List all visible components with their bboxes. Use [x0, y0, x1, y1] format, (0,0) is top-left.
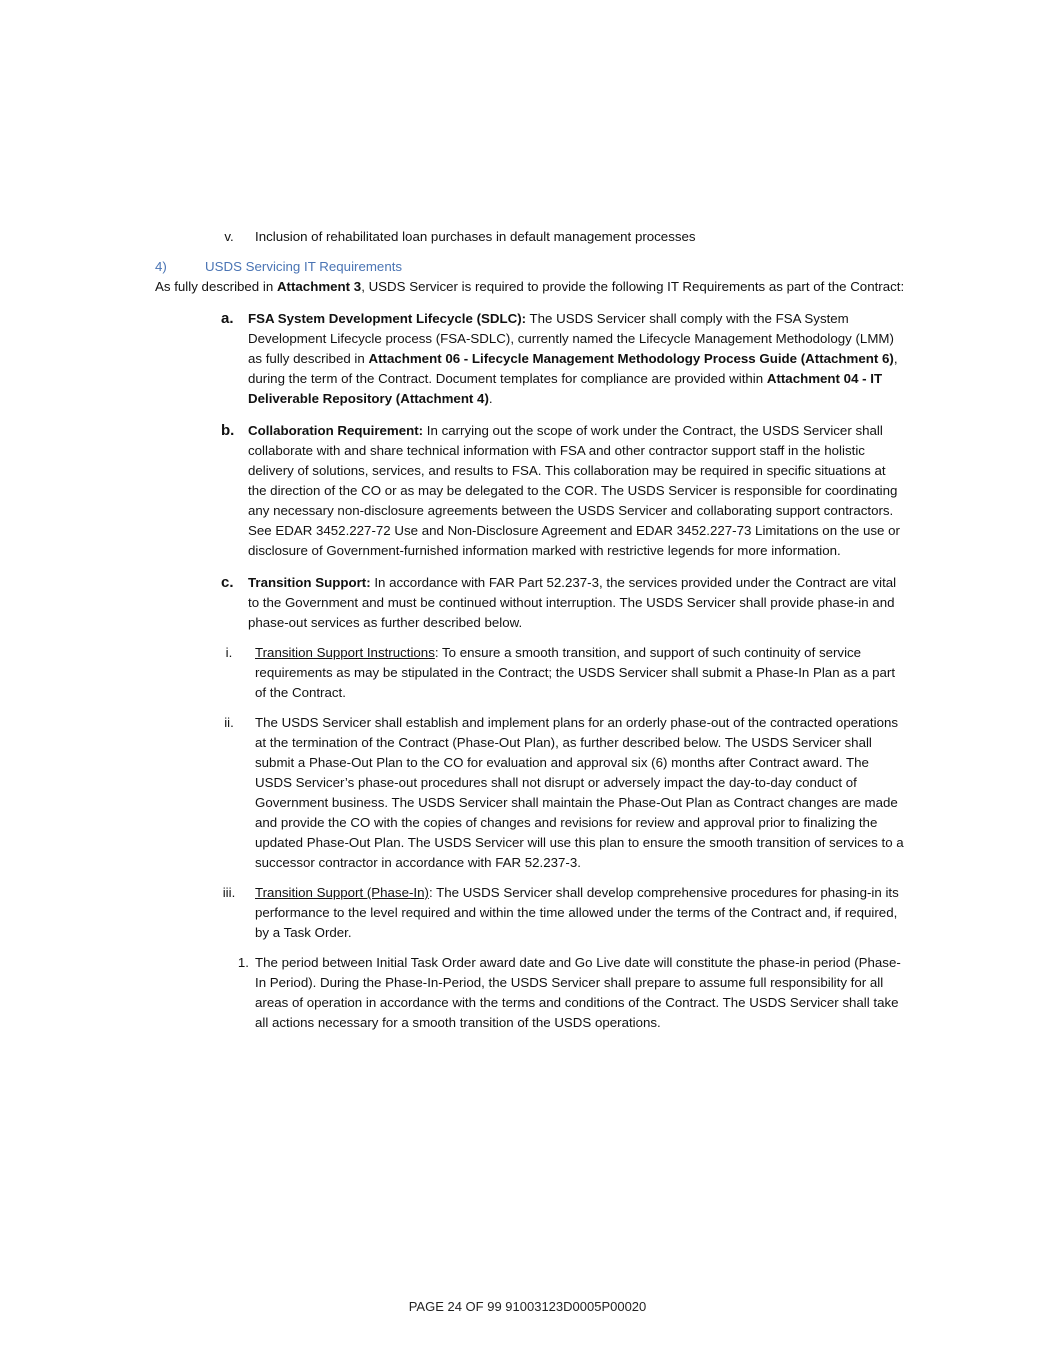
sub-item-iii	[155, 883, 905, 943]
attachment-ref: Attachment 3	[276, 279, 362, 294]
requirement-a	[155, 309, 905, 409]
requirement-text: FSA System Development Lifecycle (SDLC): The USDS Servicer shall comply with the FSA System Development Lifecycle process (FSA-SDLC), currently named the Lifecycle Management Methodology (LMM) as fully described in Attachment 06 - Lifecycle Management Methodology Process Guide (Attachment 6), during the term of the Contract. Document templates for compliance are provided within Attachment 04 - IT Deliverable Repository (Attachment 4).	[248, 311, 898, 406]
sub-item-text: Transition Support (Phase-In): The USDS Servicer shall develop comprehensive procedures for phasing-in its performance to the level required and within the time allowed under the terms of the Contract and, if required, by a Task Order.	[255, 885, 899, 940]
document-body	[155, 227, 905, 1033]
list-marker: iii.	[222, 885, 236, 900]
list-marker: a.	[221, 310, 234, 327]
sub-item-text: Transition Support Instructions: To ensure a smooth transition, and support of such continuity of service requirements as may be stipulated in the Contract; the USDS Servicer shall submit a Phase-In Plan as a part of the Contract.	[255, 645, 896, 700]
section-heading	[155, 257, 905, 277]
numbered-item-text: The period between Initial Task Order award date and Go Live date will constitute the phase-in period (Phase-In Period). During the Phase-In-Period, the USDS Servicer shall prepare to assume full responsibility for all areas of operation in accordance with the terms and conditions of the Contract. The USDS Servicer shall take all actions necessary for a smooth transition of the USDS operations.	[255, 955, 901, 1030]
sub-item-ii	[155, 713, 905, 873]
requirement-text: Collaboration Requirement: In carrying out the scope of work under the Contract, the USDS Servicer shall collaborate with and share technical information with FSA and other contractor support staff in the holistic delivery of solutions, services, and results to FSA. This collaboration may be required in specific situations at the direction of the CO or as may be delegated to the COR. The USDS Servicer is responsible for coordinating any necessary non-disclosure agreements between the USDS Servicer and collaborating support contractors. See EDAR 3452.227-72 Use and Non-Disclosure Agreement and EDAR 3452.227-73 Limitations on the use or disclosure of Government-furnished information marked with restrictive legends for more information.	[248, 423, 900, 558]
requirement-c	[155, 573, 905, 633]
list-marker: i.	[225, 645, 233, 660]
requirement-b	[155, 421, 905, 561]
list-marker: 1.	[237, 955, 249, 970]
requirement-lead: FSA System Development Lifecycle (SDLC):	[248, 311, 527, 326]
section-title: USDS Servicing IT Requirements	[205, 259, 403, 274]
sub-item-title: Transition Support Instructions	[255, 645, 435, 660]
sub-item-i	[155, 643, 905, 703]
numbered-item-1	[155, 953, 905, 1033]
list-item-text: Inclusion of rehabilitated loan purchases in default management processes	[255, 229, 696, 244]
requirement-lead: Transition Support:	[248, 575, 371, 590]
list-marker: b.	[221, 422, 235, 439]
section-intro: As fully described in Attachment 3, USDS Servicer is required to provide the following IT Requirements as part of the Contract:	[155, 279, 905, 294]
requirement-lead: Collaboration Requirement:	[248, 423, 424, 438]
sub-item-text: The USDS Servicer shall establish and implement plans for an orderly phase-out of the contracted operations at the termination of the Contract (Phase-Out Plan), as further described below. The USDS Servicer shall submit a Phase-Out Plan to the CO for evaluation and approval six (6) months after Contract award. The USDS Servicer’s phase-out procedures shall not disrupt or adversely impact the day-to-day conduct of Government business. The USDS Servicer shall maintain the Phase-Out Plan as Contract changes are made and provide the CO with the copies of changes and revisions for review and approval prior to finalizing the updated Phase-Out Plan. The USDS Servicer will use this plan to ensure the smooth transition of services to a successor contractor in accordance with FAR 52.237-3.	[255, 715, 904, 870]
list-item-v	[155, 227, 905, 247]
list-marker: c.	[221, 574, 234, 591]
section-number: 4)	[155, 259, 167, 274]
list-marker: v.	[224, 229, 234, 244]
page-footer: PAGE 24 OF 99 91003123D0005P00020	[408, 1299, 647, 1314]
list-marker: ii.	[224, 715, 234, 730]
sub-item-title: Transition Support (Phase-In)	[255, 885, 429, 900]
requirement-text: Transition Support: In accordance with FAR Part 52.237-3, the services provided under the Contract are vital to the Government and must be continued without interruption. The USDS Servicer shall provide phase-in and phase-out services as further described below.	[248, 575, 897, 630]
